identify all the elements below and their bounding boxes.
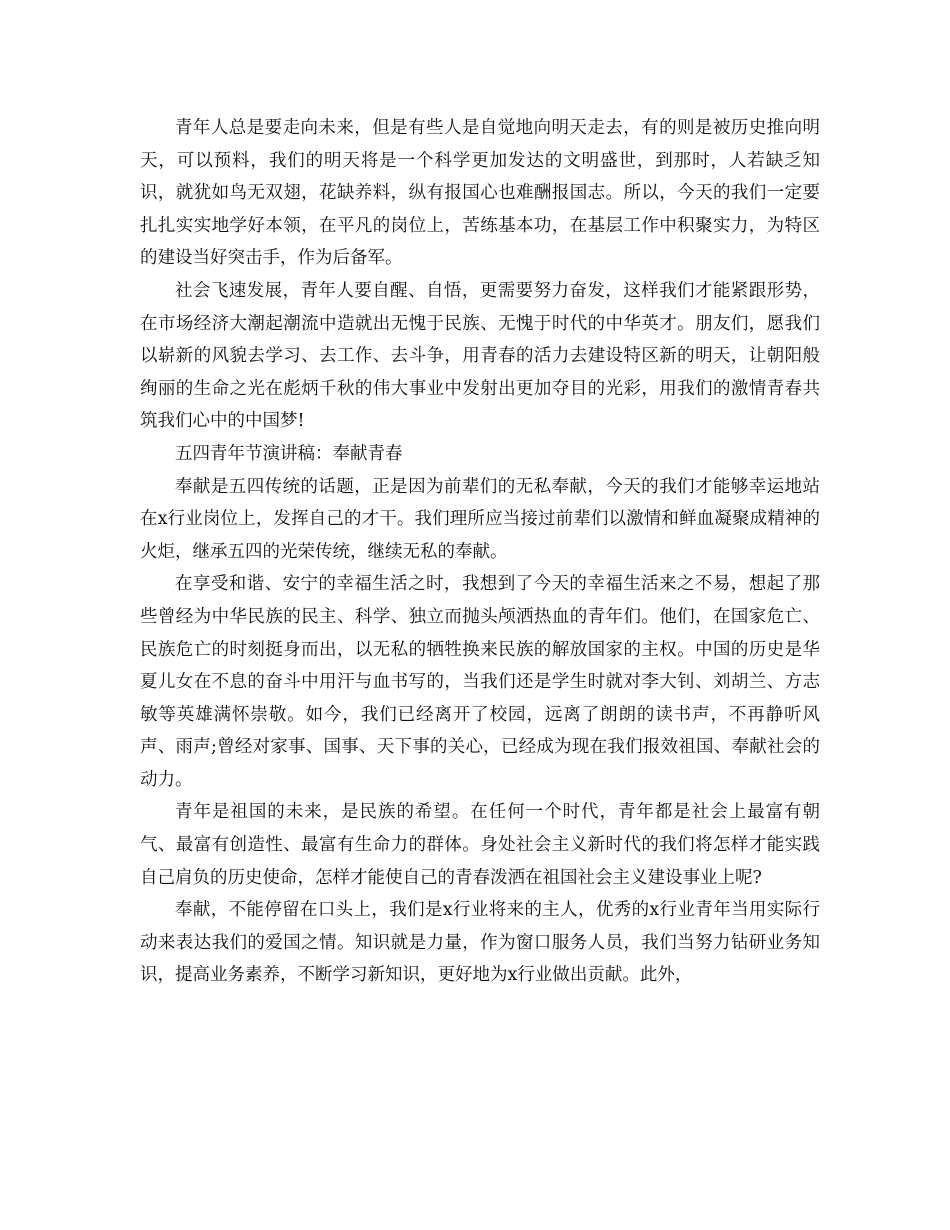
paragraph-devotion-action: 奉献，不能停留在口头上，我们是x行业将来的主人，优秀的x行业青年当用实际行动来表达我们的爱国之情。知识就是力量，作为窗口服务人员，我们当努力钻研业务知识，提高业务素养，不断学习新知识，更好地为x行业做出贡献。此外， <box>140 900 820 986</box>
paragraph-youth-future: 青年人总是要走向未来，但是有些人是自觉地向明天走去，有的则是被历史推向明天，可以预料，我们的明天将是一个科学更加发达的文明盛世，到那时，人若缺乏知识，就犹如鸟无双翅，花缺养料，纵有报国心也难酬报国志。所以，今天的我们一定要扎扎实实地学好本领，在平凡的岗位上，苦练基本功，在基层工作中积聚实力，为特区的建设当好突击手，作为后备军。 <box>140 118 820 269</box>
document-page <box>140 112 820 992</box>
paragraph-devotion-tradition: 奉献是五四传统的话题，正是因为前辈们的无私奉献，今天的我们才能够幸运地站在x行业岗位上，发挥自己的才干。我们理所应当接过前辈们以激情和鲜血凝聚成精神的火炬，继承五四的光荣传统，继续无私的奉献。 <box>140 476 820 562</box>
paragraph-society-development: 社会飞速发展，青年人要自醒、自悟，更需要努力奋发，这样我们才能紧跟形势，在市场经济大潮起潮流中造就出无愧于民族、无愧于时代的中华英才。朋友们，愿我们以崭新的风貌去学习、去工作、去斗争，用青春的活力去建设特区新的明天，让朝阳般绚丽的生命之光在彪炳千秋的伟大事业中发射出更加夺目的光彩，用我们的激情青春共筑我们心中的中国梦! <box>140 280 820 432</box>
section-heading: 五四青年节演讲稿：奉献青春 <box>175 443 403 464</box>
paragraph-youth-hope: 青年是祖国的未来，是民族的希望。在任何一个时代，青年都是社会上最富有朝气、最富有创造性、最富有生命力的群体。身处社会主义新时代的我们将怎样才能实践自己肩负的历史使命，怎样才能使自己的青春泼洒在祖国社会主义建设事业上呢? <box>140 802 820 888</box>
paragraph-happy-life: 在享受和谐、安宁的幸福生活之时，我想到了今天的幸福生活来之不易，想起了那些曾经为中华民族的民主、科学、独立而抛头颅洒热血的青年们。他们，在国家危亡、民族危亡的时刻挺身而出，以无私的牺牲换来民族的解放国家的主权。中国的历史是华夏儿女在不息的奋斗中用汗与血书写的，当我们还是学生时就对李大钊、刘胡兰、方志敏等英雄满怀崇敬。如今，我们已经离开了校园，远离了朗朗的读书声，不再静听风声、雨声;曾经对家事、国事、天下事的关心，已经成为现在我们报效祖国、奉献社会的动力。 <box>140 574 820 790</box>
